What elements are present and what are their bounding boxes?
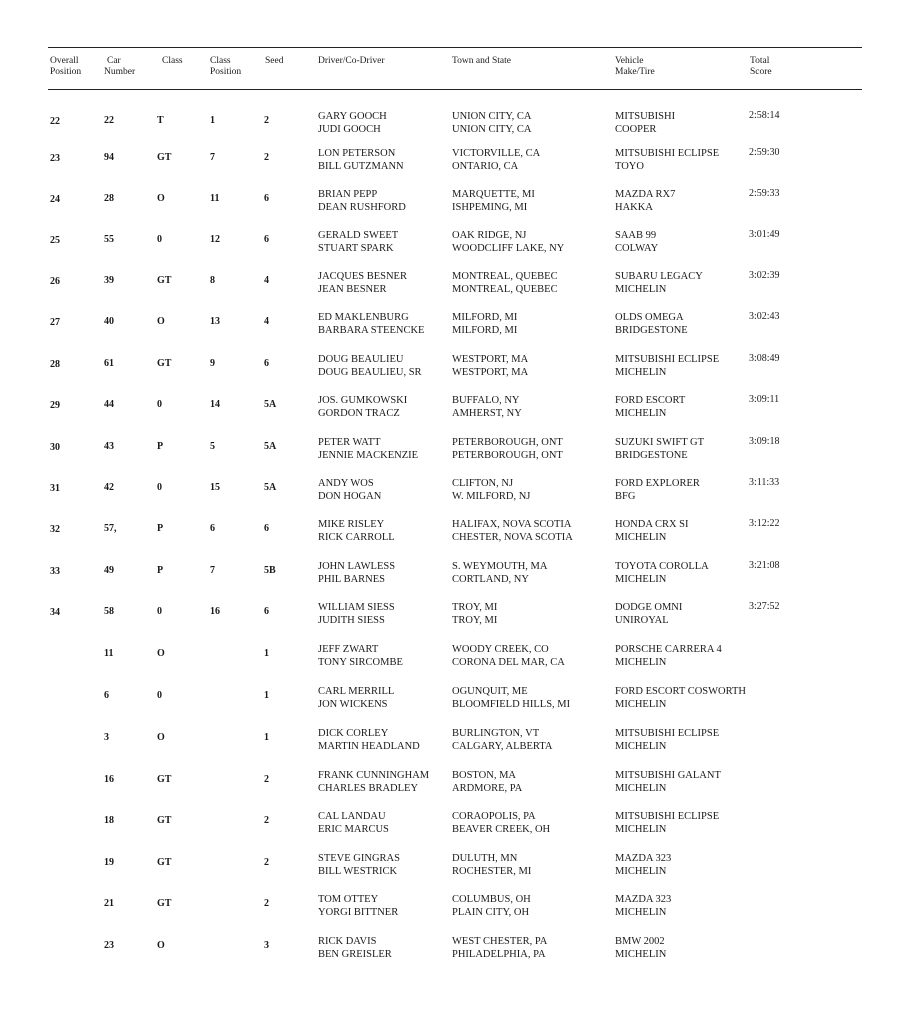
header-seed: Seed — [265, 56, 284, 66]
town-state-cell: OAK RIDGE, NJ WOODCLIFF LAKE, NY — [452, 230, 565, 254]
class-cell: GT — [157, 774, 172, 785]
car-number-cell: 3 — [104, 732, 109, 743]
driver-cell: GERALD SWEET STUART SPARK — [318, 230, 399, 254]
car-number-cell: 40 — [104, 316, 114, 327]
table-row — [0, 769, 900, 803]
total-score-cell: 3:02:39 — [749, 270, 780, 281]
class-cell: GT — [157, 815, 172, 826]
overall-position-cell: 29 — [50, 400, 60, 411]
table-row — [0, 601, 900, 635]
driver-cell: RICK DAVIS BEN GREISLER — [318, 936, 392, 960]
seed-cell: 6 — [264, 606, 269, 617]
town-state-cell: CORAOPOLIS, PA BEAVER CREEK, OH — [452, 811, 551, 835]
vehicle-cell: SAAB 99 COLWAY — [615, 230, 659, 254]
class-cell: P — [157, 523, 164, 534]
overall-position-cell: 31 — [50, 483, 60, 494]
seed-cell: 1 — [264, 732, 269, 743]
total-score-cell: 3:21:08 — [749, 560, 780, 571]
car-number-cell: 21 — [104, 898, 114, 909]
overall-position-cell: 28 — [50, 359, 60, 370]
seed-cell: 6 — [264, 234, 269, 245]
vehicle-cell: FORD ESCORT COSWORTH MICHELIN — [615, 686, 746, 710]
town-state-cell: HALIFAX, NOVA SCOTIA CHESTER, NOVA SCOTIA — [452, 519, 573, 543]
driver-cell: WILLIAM SIESS JUDITH SIESS — [318, 602, 395, 626]
seed-cell: 2 — [264, 115, 269, 126]
class-cell: O — [157, 193, 165, 204]
town-state-cell: MILFORD, MI MILFORD, MI — [452, 312, 518, 336]
town-state-cell: WESTPORT, MA WESTPORT, MA — [452, 354, 529, 378]
driver-cell: GARY GOOCH JUDI GOOCH — [318, 111, 387, 135]
table-row — [0, 394, 900, 428]
header-driver: Driver/Co-Driver — [318, 56, 385, 66]
car-number-cell: 49 — [104, 565, 114, 576]
driver-cell: CAL LANDAU ERIC MARCUS — [318, 811, 389, 835]
table-row — [0, 270, 900, 304]
table-row — [0, 893, 900, 927]
table-row — [0, 188, 900, 222]
class-position-cell: 9 — [210, 358, 215, 369]
seed-cell: 5A — [264, 399, 277, 410]
class-cell: O — [157, 732, 165, 743]
driver-cell: MIKE RISLEY RICK CARROLL — [318, 519, 395, 543]
vehicle-cell: TOYOTA COROLLA MICHELIN — [615, 561, 709, 585]
class-cell: 0 — [157, 606, 162, 617]
total-score-cell: 3:09:11 — [749, 394, 780, 405]
header-score: Total Score — [750, 56, 772, 77]
class-position-cell: 5 — [210, 441, 215, 452]
class-position-cell: 14 — [210, 399, 220, 410]
driver-cell: BRIAN PEPP DEAN RUSHFORD — [318, 189, 406, 213]
class-cell: 0 — [157, 482, 162, 493]
class-cell: O — [157, 940, 165, 951]
seed-cell: 2 — [264, 898, 269, 909]
town-state-cell: CLIFTON, NJ W. MILFORD, NJ — [452, 478, 531, 502]
vehicle-cell: MITSUBISHI COOPER — [615, 111, 676, 135]
seed-cell: 2 — [264, 815, 269, 826]
class-position-cell: 8 — [210, 275, 215, 286]
table-row — [0, 353, 900, 387]
total-score-cell: 2:59:30 — [749, 147, 780, 158]
town-state-cell: PETERBOROUGH, ONT PETERBOROUGH, ONT — [452, 437, 563, 461]
seed-cell: 2 — [264, 774, 269, 785]
vehicle-cell: MITSUBISHI ECLIPSE TOYO — [615, 148, 720, 172]
seed-cell: 6 — [264, 193, 269, 204]
total-score-cell: 3:12:22 — [749, 518, 780, 529]
overall-position-cell: 30 — [50, 442, 60, 453]
car-number-cell: 44 — [104, 399, 114, 410]
header-car-number: Car Number — [104, 56, 136, 77]
vehicle-cell: BMW 2002 MICHELIN — [615, 936, 667, 960]
class-cell: T — [157, 115, 164, 126]
town-state-cell: WOODY CREEK, CO CORONA DEL MAR, CA — [452, 644, 565, 668]
vehicle-cell: HONDA CRX SI MICHELIN — [615, 519, 689, 543]
driver-cell: FRANK CUNNINGHAM CHARLES BRADLEY — [318, 770, 430, 794]
class-cell: GT — [157, 857, 172, 868]
class-position-cell: 6 — [210, 523, 215, 534]
table-row — [0, 477, 900, 511]
driver-cell: JOHN LAWLESS PHIL BARNES — [318, 561, 396, 585]
overall-position-cell: 33 — [50, 566, 60, 577]
town-state-cell: BOSTON, MA ARDMORE, PA — [452, 770, 523, 794]
town-state-cell: OGUNQUIT, ME BLOOMFIELD HILLS, MI — [452, 686, 571, 710]
seed-cell: 6 — [264, 523, 269, 534]
vehicle-cell: OLDS OMEGA BRIDGESTONE — [615, 312, 688, 336]
town-state-cell: UNION CITY, CA UNION CITY, CA — [452, 111, 532, 135]
vehicle-cell: MITSUBISHI ECLIPSE MICHELIN — [615, 354, 720, 378]
table-row — [0, 935, 900, 969]
vehicle-cell: FORD ESCORT MICHELIN — [615, 395, 686, 419]
car-number-cell: 43 — [104, 441, 114, 452]
town-state-cell: MARQUETTE, MI ISHPEMING, MI — [452, 189, 535, 213]
class-position-cell: 11 — [210, 193, 220, 204]
seed-cell: 1 — [264, 648, 269, 659]
vehicle-cell: MITSUBISHI GALANT MICHELIN — [615, 770, 721, 794]
class-cell: P — [157, 565, 164, 576]
class-cell: GT — [157, 275, 172, 286]
car-number-cell: 57, — [104, 523, 117, 534]
overall-position-cell: 22 — [50, 116, 60, 127]
class-position-cell: 7 — [210, 152, 215, 163]
header-rule — [48, 89, 862, 90]
seed-cell: 4 — [264, 275, 269, 286]
total-score-cell: 3:27:52 — [749, 601, 780, 612]
car-number-cell: 18 — [104, 815, 114, 826]
table-row — [0, 560, 900, 594]
overall-position-cell: 24 — [50, 194, 60, 205]
vehicle-cell: FORD EXPLORER BFG — [615, 478, 700, 502]
table-row — [0, 810, 900, 844]
town-state-cell: DULUTH, MN ROCHESTER, MI — [452, 853, 532, 877]
car-number-cell: 16 — [104, 774, 114, 785]
driver-cell: JACQUES BESNER JEAN BESNER — [318, 271, 407, 295]
class-position-cell: 7 — [210, 565, 215, 576]
total-score-cell: 3:08:49 — [749, 353, 780, 364]
class-cell: 0 — [157, 234, 162, 245]
total-score-cell: 2:59:33 — [749, 188, 780, 199]
vehicle-cell: MITSUBISHI ECLIPSE MICHELIN — [615, 728, 720, 752]
class-position-cell: 16 — [210, 606, 220, 617]
total-score-cell: 3:11:33 — [749, 477, 780, 488]
class-position-cell: 12 — [210, 234, 220, 245]
class-position-cell: 1 — [210, 115, 215, 126]
driver-cell: JEFF ZWART TONY SIRCOMBE — [318, 644, 403, 668]
class-cell: GT — [157, 358, 172, 369]
driver-cell: DOUG BEAULIEU DOUG BEAULIEU, SR — [318, 354, 422, 378]
driver-cell: STEVE GINGRAS BILL WESTRICK — [318, 853, 400, 877]
header-vehicle: Vehicle Make/Tire — [615, 56, 655, 77]
driver-cell: TOM OTTEY YORGI BITTNER — [318, 894, 399, 918]
seed-cell: 5B — [264, 565, 276, 576]
seed-cell: 2 — [264, 857, 269, 868]
car-number-cell: 22 — [104, 115, 114, 126]
seed-cell: 3 — [264, 940, 269, 951]
town-state-cell: S. WEYMOUTH, MA CORTLAND, NY — [452, 561, 548, 585]
class-cell: P — [157, 441, 164, 452]
vehicle-cell: SUBARU LEGACY MICHELIN — [615, 271, 703, 295]
table-row — [0, 727, 900, 761]
overall-position-cell: 23 — [50, 153, 60, 164]
town-state-cell: BUFFALO, NY AMHERST, NY — [452, 395, 522, 419]
class-cell: 0 — [157, 690, 162, 701]
overall-position-cell: 27 — [50, 317, 60, 328]
driver-cell: PETER WATT JENNIE MACKENZIE — [318, 437, 419, 461]
car-number-cell: 28 — [104, 193, 114, 204]
seed-cell: 5A — [264, 482, 277, 493]
car-number-cell: 23 — [104, 940, 114, 951]
table-row — [0, 436, 900, 470]
car-number-cell: 11 — [104, 648, 114, 659]
overall-position-cell: 34 — [50, 607, 60, 618]
seed-cell: 5A — [264, 441, 277, 452]
vehicle-cell: MAZDA RX7 HAKKA — [615, 189, 676, 213]
total-score-cell: 3:01:49 — [749, 229, 780, 240]
car-number-cell: 39 — [104, 275, 114, 286]
class-position-cell: 13 — [210, 316, 220, 327]
table-row — [0, 685, 900, 719]
seed-cell: 4 — [264, 316, 269, 327]
table-row — [0, 147, 900, 181]
driver-cell: DICK CORLEY MARTIN HEADLAND — [318, 728, 420, 752]
overall-position-cell: 26 — [50, 276, 60, 287]
vehicle-cell: SUZUKI SWIFT GT BRIDGESTONE — [615, 437, 705, 461]
town-state-cell: COLUMBUS, OH PLAIN CITY, OH — [452, 894, 531, 918]
driver-cell: CARL MERRILL JON WICKENS — [318, 686, 395, 710]
vehicle-cell: MITSUBISHI ECLIPSE MICHELIN — [615, 811, 720, 835]
seed-cell: 6 — [264, 358, 269, 369]
town-state-cell: MONTREAL, QUEBEC MONTREAL, QUEBEC — [452, 271, 558, 295]
town-state-cell: TROY, MI TROY, MI — [452, 602, 498, 626]
town-state-cell: WEST CHESTER, PA PHILADELPHIA, PA — [452, 936, 548, 960]
header-class-position: Class Position — [210, 56, 242, 77]
table-row — [0, 229, 900, 263]
vehicle-cell: MAZDA 323 MICHELIN — [615, 894, 672, 918]
table-row — [0, 518, 900, 552]
table-row — [0, 311, 900, 345]
class-cell: O — [157, 648, 165, 659]
class-cell: GT — [157, 152, 172, 163]
driver-cell: JOS. GUMKOWSKI GORDON TRACZ — [318, 395, 408, 419]
car-number-cell: 6 — [104, 690, 109, 701]
car-number-cell: 58 — [104, 606, 114, 617]
vehicle-cell: MAZDA 323 MICHELIN — [615, 853, 672, 877]
car-number-cell: 55 — [104, 234, 114, 245]
car-number-cell: 42 — [104, 482, 114, 493]
class-cell: 0 — [157, 399, 162, 410]
seed-cell: 1 — [264, 690, 269, 701]
class-cell: GT — [157, 898, 172, 909]
table-row — [0, 643, 900, 677]
header-town: Town and State — [452, 56, 511, 66]
driver-cell: ED MAKLENBURG BARBARA STEENCKE — [318, 312, 425, 336]
overall-position-cell: 25 — [50, 235, 60, 246]
vehicle-cell: PORSCHE CARRERA 4 MICHELIN — [615, 644, 722, 668]
driver-cell: ANDY WOS DON HOGAN — [318, 478, 382, 502]
total-score-cell: 3:09:18 — [749, 436, 780, 447]
driver-cell: LON PETERSON BILL GUTZMANN — [318, 148, 404, 172]
car-number-cell: 61 — [104, 358, 114, 369]
car-number-cell: 19 — [104, 857, 114, 868]
header-overall-position: Overall Position — [50, 56, 82, 77]
table-row — [0, 110, 900, 144]
town-state-cell: BURLINGTON, VT CALGARY, ALBERTA — [452, 728, 553, 752]
total-score-cell: 2:58:14 — [749, 110, 780, 121]
class-cell: O — [157, 316, 165, 327]
header-class: Class — [162, 56, 183, 66]
seed-cell: 2 — [264, 152, 269, 163]
table-row — [0, 852, 900, 886]
total-score-cell: 3:02:43 — [749, 311, 780, 322]
overall-position-cell: 32 — [50, 524, 60, 535]
town-state-cell: VICTORVILLE, CA ONTARIO, CA — [452, 148, 541, 172]
vehicle-cell: DODGE OMNI UNIROYAL — [615, 602, 683, 626]
car-number-cell: 94 — [104, 152, 114, 163]
class-position-cell: 15 — [210, 482, 220, 493]
top-rule — [48, 47, 862, 48]
